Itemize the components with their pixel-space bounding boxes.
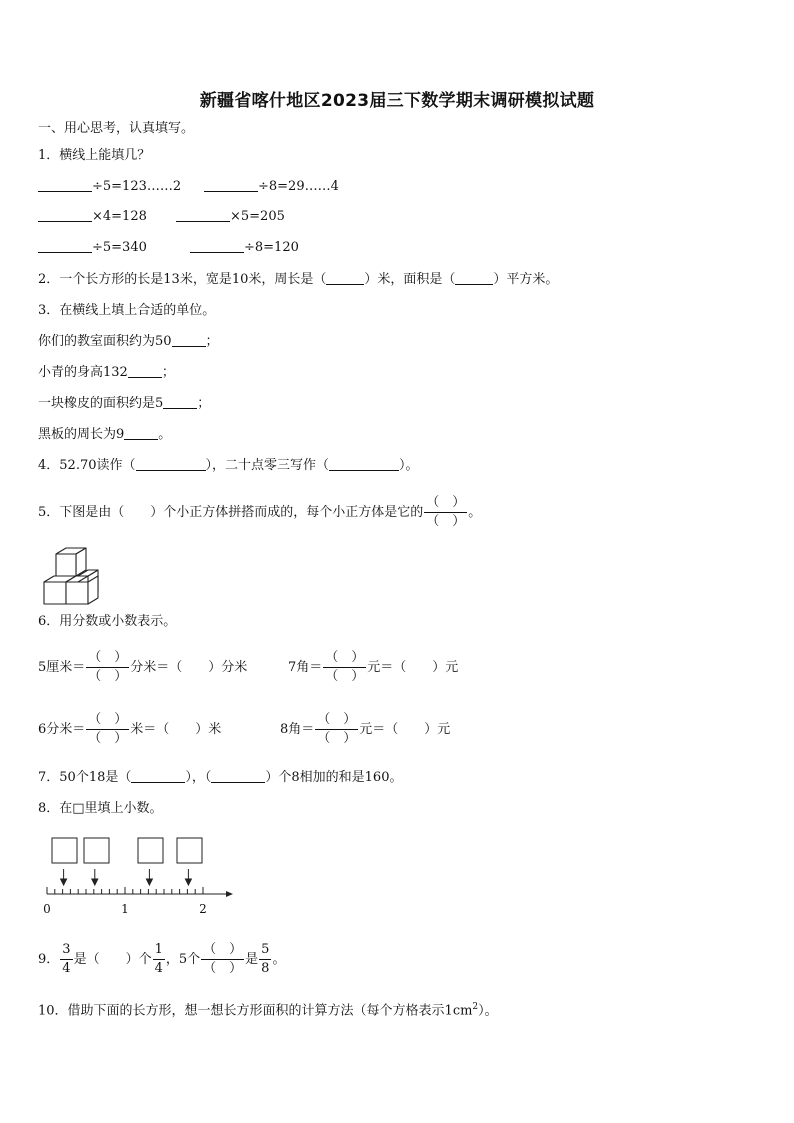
denominator-blank[interactable]: （ ）: [317, 731, 357, 746]
fraction: [315, 712, 358, 747]
question-1-stem: 1．横线上能填几？: [38, 148, 151, 163]
answer-blank[interactable]: [329, 457, 399, 471]
numerator: 5: [259, 942, 271, 960]
q4-text: ），二十点零三写作（: [205, 458, 330, 473]
axis-arrow-head: [226, 891, 233, 897]
question-5: [38, 495, 481, 531]
q9-text: ，5个: [165, 952, 201, 967]
q7-text: ）个8相加的和是160。: [265, 770, 403, 785]
q7-text: ），（: [185, 770, 212, 785]
q3-text: 你们的教室面积约为50: [38, 334, 172, 349]
q1-item-1: [38, 178, 181, 196]
answer-blank[interactable]: [326, 271, 364, 285]
q6-row-1-left: [38, 650, 247, 686]
q3-text: ；: [205, 334, 219, 349]
page-title: 新疆省喀什地区2023届三下数学期末调研模拟试题: [199, 91, 595, 111]
q1-item-text: ÷5=340: [92, 240, 147, 255]
q2-text: 2．一个长方形的长是13米，宽是10米，周长是（: [38, 272, 327, 287]
q2-text: ）平方米。: [493, 272, 559, 287]
answer-box[interactable]: [138, 838, 163, 863]
q6-text: 8角＝: [280, 722, 315, 737]
q3-line-3: [38, 395, 210, 413]
answer-box[interactable]: [84, 838, 109, 863]
question-2: [38, 271, 558, 289]
fraction: [424, 495, 467, 530]
denominator-blank[interactable]: （ ）: [88, 669, 128, 684]
answer-box[interactable]: [177, 838, 202, 863]
cubes-figure: [40, 546, 110, 606]
numerator-blank[interactable]: （ ）: [323, 650, 366, 668]
section-heading: 一、用心思考，认真填写。: [38, 121, 195, 136]
answer-blank[interactable]: [190, 239, 244, 253]
answer-blank[interactable]: [38, 208, 92, 222]
q10-text: ）。: [478, 1003, 498, 1019]
fraction-5-8: [259, 942, 271, 977]
arrow-head: [146, 879, 152, 885]
numerator-blank[interactable]: （ ）: [315, 712, 358, 730]
q1-item-text: ÷8=29……4: [258, 179, 339, 194]
q1-item-3: [38, 208, 147, 226]
numerator: 3: [60, 942, 72, 960]
q5-text: 。: [468, 505, 482, 520]
question-4: [38, 457, 419, 475]
q2-text: ）米，面积是（: [364, 272, 456, 287]
q6-text: 5厘米＝: [38, 660, 86, 675]
q9-text: 。: [272, 952, 286, 967]
q6-row-2-right: [280, 712, 450, 748]
q3-line-2: [38, 364, 175, 382]
q10-superscript: 2: [472, 1002, 479, 1012]
question-6-stem: 6．用分数或小数表示。: [38, 614, 177, 629]
q1-item-text: ÷5=123……2: [92, 179, 182, 194]
answer-blank[interactable]: [131, 769, 185, 783]
q3-line-1: [38, 333, 219, 351]
q4-text: ）。: [399, 458, 419, 473]
question-9: [38, 940, 285, 980]
fraction: [86, 712, 129, 747]
q10-text: 10．借助下面的长方形，想一想长方形面积的计算方法（每个方格表示1cm: [38, 1003, 473, 1019]
q1-item-text: ÷8=120: [244, 240, 299, 255]
arrow-head: [61, 879, 67, 885]
q1-item-4: [176, 208, 285, 226]
q3-text: 一块橡皮的面积约是5: [38, 396, 164, 411]
tick-label-0: 0: [43, 902, 51, 916]
q9-text: 9．: [38, 952, 60, 967]
tick-label-2: 2: [199, 902, 207, 916]
numerator-blank[interactable]: （ ）: [424, 495, 467, 513]
q3-text: 小青的身高132: [38, 365, 128, 380]
q9-text: 是: [245, 952, 259, 967]
answer-blank[interactable]: [211, 769, 265, 783]
answer-blank[interactable]: [136, 457, 206, 471]
q5-text: 5．下图是由（ ）个小正方体拼搭而成的，每个小正方体是它的: [38, 505, 424, 520]
answer-blank[interactable]: [204, 178, 258, 192]
q3-text: ；: [197, 396, 211, 411]
q6-text: 米＝（ ）米: [130, 722, 222, 737]
q7-text: 7．50个18是（: [38, 770, 132, 785]
q6-text: 元＝（ ）元: [359, 722, 451, 737]
denominator-blank[interactable]: （ ）: [88, 731, 128, 746]
numerator-blank[interactable]: （ ）: [201, 942, 244, 960]
q6-text: 6分米＝: [38, 722, 86, 737]
q3-line-4: [38, 426, 171, 444]
answer-blank[interactable]: [38, 178, 92, 192]
fraction: [86, 650, 129, 685]
answer-blank[interactable]: [38, 239, 92, 253]
q6-row-2-left: [38, 712, 221, 748]
number-line-figure: [40, 836, 240, 918]
numerator-blank[interactable]: （ ）: [86, 712, 129, 730]
answer-blank[interactable]: [455, 271, 493, 285]
question-8-stem: 8．在□里填上小数。: [38, 801, 163, 816]
answer-blank[interactable]: [172, 333, 206, 347]
answer-blank[interactable]: [124, 426, 158, 440]
question-10: [38, 998, 498, 1020]
answer-blank[interactable]: [163, 395, 197, 409]
answer-blank[interactable]: [176, 208, 230, 222]
q6-text: 7角＝: [288, 660, 323, 675]
q3-text: 。: [158, 427, 172, 442]
tick-label-1: 1: [121, 902, 129, 916]
q3-text: 黑板的周长为9: [38, 427, 125, 442]
q1-item-text: ×4=128: [92, 209, 147, 224]
denominator: 8: [261, 961, 270, 976]
denominator-blank[interactable]: （ ）: [325, 669, 365, 684]
q4-text: 4．52.70读作（: [38, 458, 136, 473]
q6-row-1-right: [288, 650, 458, 686]
denominator-blank[interactable]: （ ）: [426, 514, 466, 529]
denominator: 4: [154, 961, 163, 976]
q1-item-6: [190, 239, 299, 257]
fraction: [201, 942, 244, 977]
denominator-blank[interactable]: （ ）: [203, 961, 243, 976]
q6-text: 分米＝（ ）分米: [130, 660, 248, 675]
answer-box[interactable]: [52, 838, 77, 863]
q1-item-2: [204, 178, 339, 196]
q3-text: ；: [161, 365, 175, 380]
fraction: [323, 650, 366, 685]
q9-text: 是（ ）个: [73, 952, 152, 967]
arrow-head: [185, 879, 191, 885]
arrow-head: [92, 879, 98, 885]
fraction-1-4: [153, 942, 165, 977]
q1-item-5: [38, 239, 147, 257]
denominator: 4: [62, 961, 71, 976]
q1-item-text: ×5=205: [230, 209, 285, 224]
answer-blank[interactable]: [128, 364, 162, 378]
numerator-blank[interactable]: （ ）: [86, 650, 129, 668]
numerator: 1: [153, 942, 165, 960]
fraction-3-4: [60, 942, 72, 977]
question-3-stem: 3．在横线上填上合适的单位。: [38, 303, 216, 318]
question-7: [38, 769, 402, 787]
q6-text: 元＝（ ）元: [367, 660, 459, 675]
